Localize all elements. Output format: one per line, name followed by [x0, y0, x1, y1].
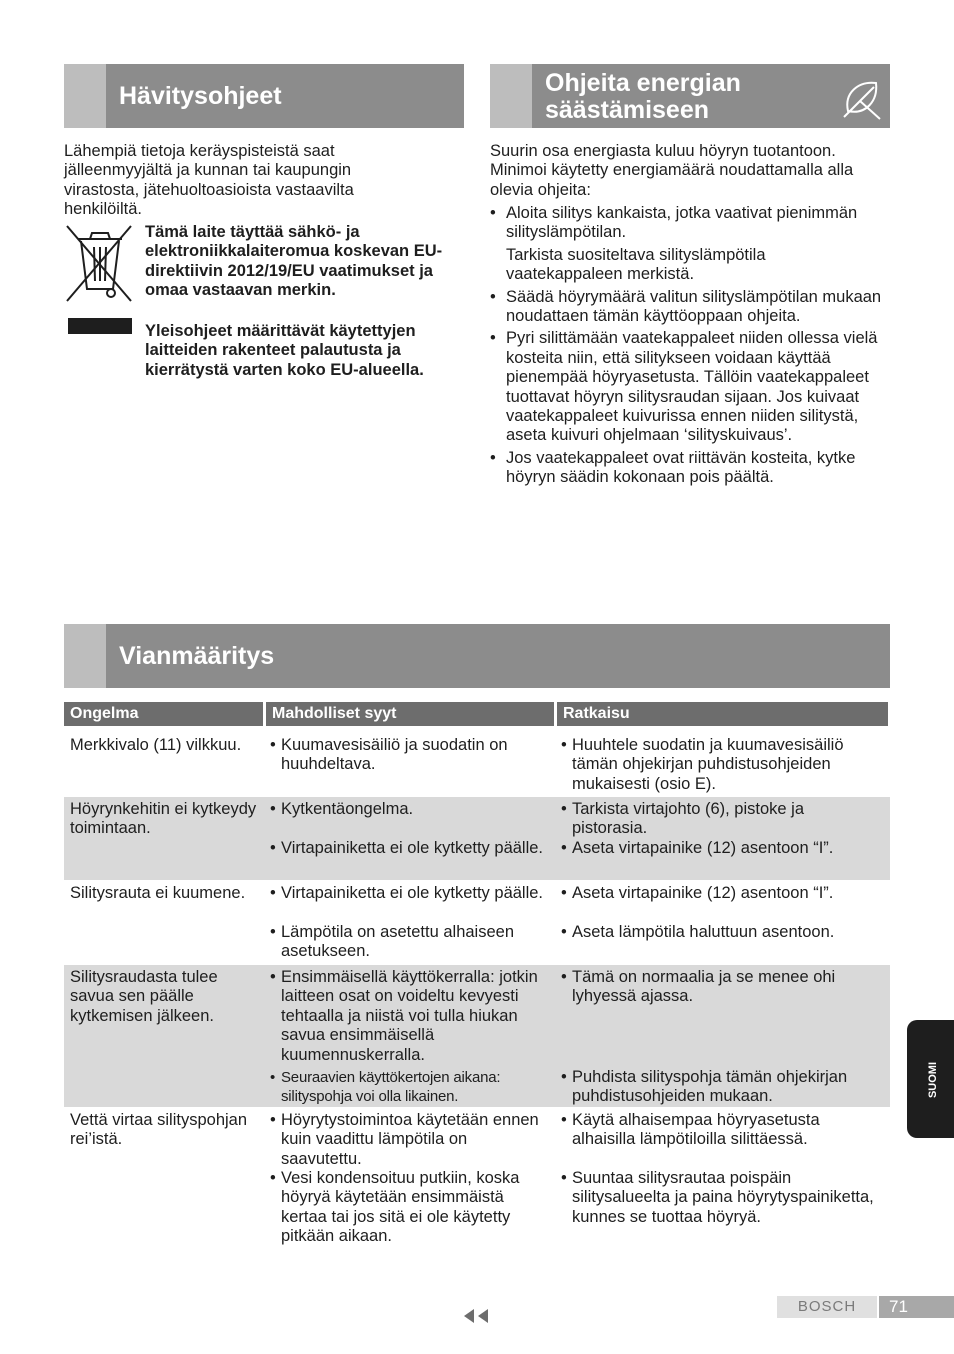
column-header-solution: Ratkaisu	[557, 702, 888, 726]
weee-text-2: Yleisohjeet määrittävät käytettyjen laitteiden rakenteet palautusta ja kierrätystä varten koko EU-alueella.	[145, 322, 424, 379]
problem-cell: Silitysraudasta tulee savua sen päälle kytkemisen jälkeen.	[70, 968, 218, 1025]
cause-item: • Seuraavien käyttökertojen aikana: silityspohja voi olla likainen.	[270, 1068, 550, 1107]
table-row	[64, 797, 890, 880]
problem-cell: Höyrynkehitin ei kytkeydy toimintaan.	[70, 800, 257, 838]
problem-cell: Vettä virtaa silityspohjan rei’istä.	[70, 1111, 248, 1149]
solution-item: • Tämä on normaalia ja se menee ohi lyhyessä ajassa.	[561, 968, 881, 1007]
cause-item: • Höyrytystoimintoa käytetään ennen kuin vaadittu lämpötila on saavutettu.	[270, 1111, 550, 1169]
cause-item: • Ensimmäisellä käyttökerralla: jotkin laitteen osat on voideltu kevyesti tehtaalla ja niistä voi tulla hiukan savua ensimmäisellä kuumennuskerralla.	[270, 968, 550, 1065]
energy-intro: Suurin osa energiasta kuluu höyryn tuotantoon. Minimoi käytetty energiamäärä noudattamalla alla olevia ohjeita:	[490, 142, 854, 199]
solution-item: • Suuntaa silitysrautaa poispäin silitysalueelta ja paina höyrytyspainiketta, kunnes se tuottaa höyryä.	[561, 1169, 881, 1227]
header-tab	[64, 64, 106, 128]
list-item-note: Tarkista suositeltava silityslämpötila vaatekappaleen merkistä.	[506, 245, 766, 284]
cause-item: • Virtapainiketta ei ole kytketty päälle.	[270, 884, 550, 903]
cause-item: • Kuumavesisäiliö ja suodatin on huuhdeltava.	[270, 736, 550, 775]
disposal-intro: Lähempiä tietoja keräyspisteistä saat jälleenmyyjältä ja kunnan tai kaupungin virastosta, jätehuoltoasioista vastaavilta henkilöiltä.	[64, 142, 354, 219]
energy-title	[545, 70, 741, 124]
header-tab	[64, 624, 106, 688]
table-row	[64, 965, 890, 1107]
solution-item: • Huuhtele suodatin ja kuumavesisäiliö tämän ohjekirjan puhdistusohjeiden mukaisesti (osio E).	[561, 736, 881, 794]
weee-bar	[68, 318, 132, 334]
header-tab	[490, 64, 532, 128]
cause-item: • Virtapainiketta ei ole kytketty päälle.	[270, 839, 550, 858]
language-label: SUOMI	[927, 1061, 939, 1099]
list-item: • Pyri silittämään vaatekappaleet niiden ollessa vielä kosteita niin, että silitykseen voidaan käyttää pienempää höyryasetusta. Tällöin vaatekappaleet tuottavat höyryn silitysraudan sijaan. Jos kuivaat vaatekappaleet kuivurissa ennen niiden silitystä, aseta kuivuri ohjelmaan ‘silityskuivaus’.	[490, 329, 885, 445]
problem-cell: Merkkivalo (11) vilkkuu.	[70, 736, 242, 754]
troubleshooting-header	[64, 624, 890, 688]
troubleshooting-title: Vianmääritys	[119, 642, 275, 670]
cause-item: • Vesi kondensoituu putkiin, koska höyryä käytetään ensimmäistä kertaa tai jos sitä ei ole käytetty pitkään aikaan.	[270, 1169, 550, 1247]
solution-item: • Tarkista virtajohto (6), pistoke ja pistorasia.	[561, 800, 881, 839]
column-header-causes: Mahdolliset syyt	[266, 702, 554, 726]
solution-item: • Aseta lämpötila haluttuun asentoon.	[561, 923, 881, 942]
solution-item: • Puhdista silityspohja tämän ohjekirjan puhdistusohjeiden mukaan.	[561, 1068, 881, 1107]
cause-item: • Kytkentäongelma.	[270, 800, 550, 819]
energy-tips-list	[490, 204, 885, 488]
solution-item: • Aseta virtapainike (12) asentoon “I”.	[561, 884, 881, 903]
page-number: 71	[879, 1296, 954, 1318]
disposal-title: Hävitysohjeet	[119, 82, 282, 110]
list-item: • Jos vaatekappaleet ovat riittävän kosteita, kytke höyryn säädin kokonaan pois päältä.	[490, 449, 885, 488]
table-row	[64, 1107, 890, 1252]
solution-item: • Aseta virtapainike (12) asentoon “I”.	[561, 839, 881, 858]
list-item: • Säädä höyrymäärä valitun silityslämpötilan mukaan noudattaen tämän käyttöoppaan ohjeita.	[490, 288, 885, 327]
energy-title-line2: säästämiseen	[545, 96, 710, 124]
brand-label: BOSCH	[777, 1296, 877, 1318]
solution-item: • Käytä alhaisempaa höyryasetusta alhaisilla lämpötiloilla silittäessä.	[561, 1111, 881, 1150]
crossed-out-wheelie-bin-icon	[64, 223, 134, 305]
leaf-icon	[840, 75, 884, 121]
energy-header	[490, 64, 890, 128]
cause-item: • Lämpötila on asetettu alhaiseen asetukseen.	[270, 923, 550, 962]
double-left-arrow-icon[interactable]	[463, 1308, 491, 1324]
language-side-tab	[907, 1020, 954, 1138]
problem-cell: Silitysrauta ei kuumene.	[70, 884, 246, 902]
column-header-problem: Ongelma	[64, 702, 263, 726]
list-item: • Aloita silitys kankaista, jotka vaativat pienimmän silityslämpötilan. Tarkista suositeltava silityslämpötila vaatekappaleen merkistä.	[490, 204, 885, 285]
energy-title-line1: Ohjeita energian	[545, 69, 741, 97]
disposal-header	[64, 64, 464, 128]
table-row	[64, 729, 890, 795]
weee-text: Tämä laite täyttää sähkö- ja elektroniikkalaiteromua koskevan EU-direktiivin 2012/19/EU vaatimukset ja omaa vastaavan merkin.	[145, 223, 443, 300]
table-row	[64, 880, 890, 964]
